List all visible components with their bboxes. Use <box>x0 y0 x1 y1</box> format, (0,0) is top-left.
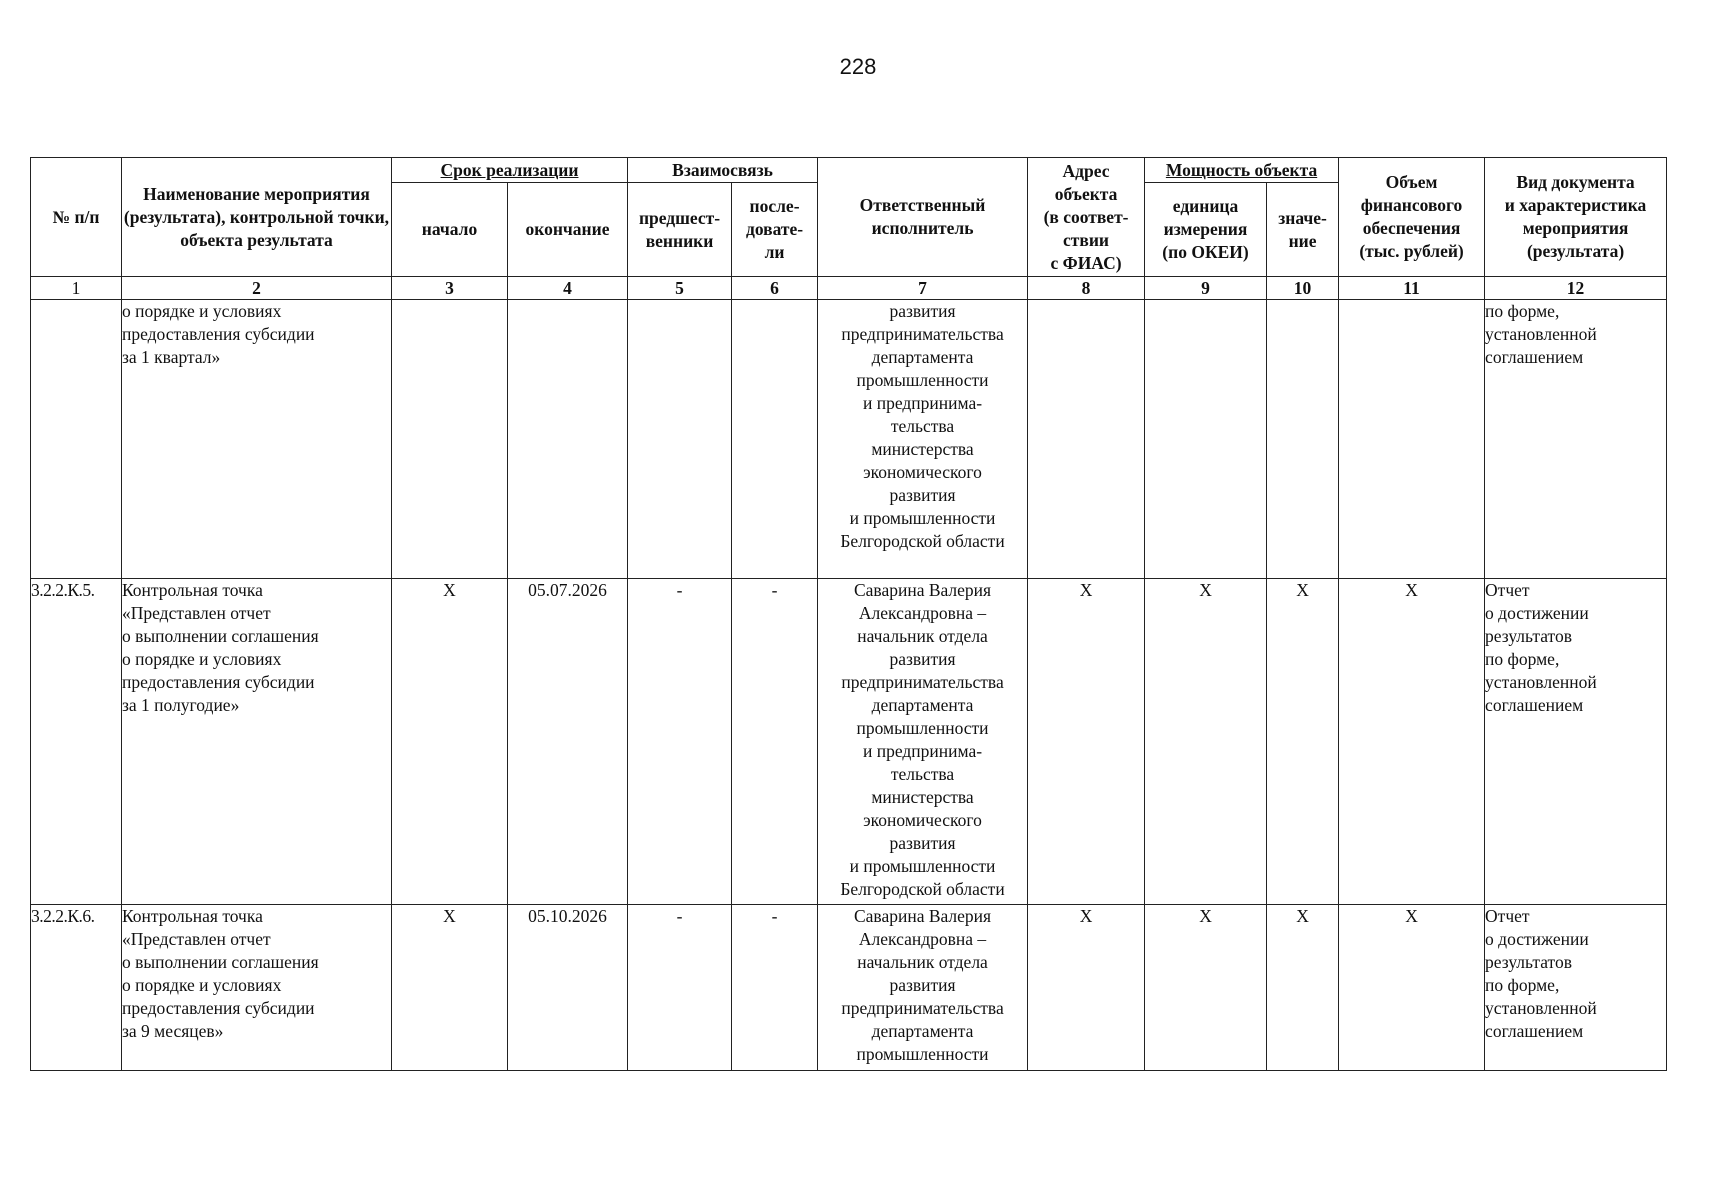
text-line: департамента <box>871 695 974 715</box>
text-line: о достижении <box>1485 929 1589 949</box>
row-end-cell <box>508 300 628 579</box>
text-line: установленной <box>1485 324 1597 344</box>
row-address-cell <box>1028 300 1145 579</box>
column-number: 8 <box>1028 277 1145 300</box>
row-unit-cell: X <box>1145 579 1267 905</box>
row-end-cell: 05.10.2026 <box>508 905 628 1071</box>
text-line: начальник отдела <box>857 952 988 972</box>
column-number: 3 <box>392 277 508 300</box>
column-number: 2 <box>122 277 392 300</box>
text-line: министерства <box>871 787 974 807</box>
text-line: развития <box>889 649 956 669</box>
text-line: по форме, <box>1485 975 1560 995</box>
text-line: Белгородской области <box>840 879 1005 899</box>
row-successors-cell: - <box>732 905 818 1071</box>
text-line: измерения <box>1163 219 1248 239</box>
text-line: Отчет <box>1485 906 1530 926</box>
text-line: департамента <box>871 347 974 367</box>
text-line: Саварина Валерия <box>853 580 992 600</box>
text-line: Александровна – <box>858 929 987 949</box>
row-successors-cell <box>732 300 818 579</box>
text-line: о выполнении соглашения <box>122 626 319 646</box>
table-header <box>31 158 1667 300</box>
header-col-start: начало <box>392 183 508 277</box>
row-name-cell <box>122 905 392 1071</box>
text-line: Контрольная точка <box>122 580 263 600</box>
text-line: Ответственный <box>859 195 986 215</box>
table-row <box>31 905 1667 1071</box>
header-col-unit <box>1145 183 1267 277</box>
text-line: начальник отдела <box>857 626 988 646</box>
text-line: значе- <box>1278 207 1327 228</box>
text-line: и промышленности <box>849 508 996 528</box>
text-line: развития <box>889 301 956 321</box>
text-line: тельства <box>890 416 955 436</box>
text-line: ли <box>764 242 785 262</box>
text-line: и предпринима- <box>863 393 983 413</box>
text-line: по форме, <box>1485 301 1560 321</box>
row-responsible-cell <box>818 579 1028 905</box>
header-group-term: Срок реализации <box>392 158 628 183</box>
text-line: мероприятия <box>1522 218 1629 238</box>
row-predecessors-cell: - <box>628 905 732 1071</box>
column-numbers-row <box>31 277 1667 300</box>
header-col-name: Наименование мероприятия (результата), контрольной точки, объекта результата <box>122 158 392 277</box>
text-line: «Представлен отчет <box>122 929 271 949</box>
text-line: экономического <box>863 810 982 830</box>
text-line: тельства <box>890 764 955 784</box>
row-document-cell <box>1485 905 1667 1071</box>
row-number-cell: 3.2.2.К.6. <box>31 905 122 1071</box>
text-line: о порядке и условиях <box>122 301 282 321</box>
page-number: 228 <box>839 54 877 79</box>
row-successors-cell: - <box>732 579 818 905</box>
text-line: за 1 полугодие» <box>122 695 240 715</box>
column-number: 5 <box>628 277 732 300</box>
row-unit-cell: X <box>1145 905 1267 1071</box>
table-body <box>31 300 1667 1071</box>
text-line: предпринимательства <box>841 324 1004 344</box>
text-line: экономического <box>863 462 982 482</box>
header-col-predecessors <box>628 183 732 277</box>
text-line: ствии <box>1063 229 1110 250</box>
row-document-cell <box>1485 300 1667 579</box>
row-end-cell: 05.07.2026 <box>508 579 628 905</box>
text-line: развития <box>889 975 956 995</box>
text-line: ние <box>1288 230 1317 251</box>
text-line: установленной <box>1485 672 1597 692</box>
text-line: о порядке и условиях <box>122 649 282 669</box>
text-line: (в соответ- <box>1043 206 1129 227</box>
text-line: промышленности <box>856 370 989 390</box>
header-group-capacity: Мощность объекта <box>1145 158 1339 183</box>
text-line: после- <box>749 196 800 216</box>
text-line: о выполнении соглашения <box>122 952 319 972</box>
column-number: 12 <box>1485 277 1667 300</box>
text-line: (тыс. рублей) <box>1359 241 1464 261</box>
row-address-cell: X <box>1028 905 1145 1071</box>
text-line: о порядке и условиях <box>122 975 282 995</box>
text-line: предоставления субсидии <box>122 998 315 1018</box>
text-line: с ФИАС) <box>1050 252 1122 273</box>
header-col-number: № п/п <box>31 158 122 277</box>
text-line: объекта <box>1054 183 1118 204</box>
text-line: соглашением <box>1485 695 1584 715</box>
text-line: установленной <box>1485 998 1597 1018</box>
text-line: венники <box>645 230 714 251</box>
text-line: Саварина Валерия <box>853 906 992 926</box>
text-line: за 9 месяцев» <box>122 1021 224 1041</box>
table-row <box>31 300 1667 579</box>
row-number-cell <box>31 300 122 579</box>
text-line: (результата) <box>1526 241 1625 261</box>
row-name-cell <box>122 300 392 579</box>
text-line: Контрольная точка <box>122 906 263 926</box>
text-line: промышленности <box>856 718 989 738</box>
header-group-relation: Взаимосвязь <box>628 158 818 183</box>
row-finance-cell <box>1339 300 1485 579</box>
row-start-cell: X <box>392 579 508 905</box>
header-col-successors <box>732 183 818 277</box>
text-line: о достижении <box>1485 603 1589 623</box>
column-number: 11 <box>1339 277 1485 300</box>
header-col-finance <box>1339 158 1485 277</box>
text-line: развития <box>889 833 956 853</box>
text-line: результатов <box>1485 626 1572 646</box>
text-line: предпринимательства <box>841 672 1004 692</box>
text-line: предпринимательства <box>841 998 1004 1018</box>
text-line: за 1 квартал» <box>122 347 221 367</box>
text-line: финансового <box>1360 195 1463 215</box>
text-line: Отчет <box>1485 580 1530 600</box>
text-line: министерства <box>871 439 974 459</box>
text-line: и промышленности <box>849 856 996 876</box>
row-number-cell: 3.2.2.К.5. <box>31 579 122 905</box>
text-line: департамента <box>871 1021 974 1041</box>
row-start-cell <box>392 300 508 579</box>
row-document-cell <box>1485 579 1667 905</box>
table-row <box>31 579 1667 905</box>
column-number: 4 <box>508 277 628 300</box>
text-line: соглашением <box>1485 347 1584 367</box>
text-line: (по ОКЕИ) <box>1162 242 1249 262</box>
column-number: 9 <box>1145 277 1267 300</box>
row-value-cell: X <box>1267 579 1339 905</box>
header-col-value <box>1267 183 1339 277</box>
text-line: предшест- <box>638 207 721 228</box>
text-line: обеспечения <box>1362 218 1461 238</box>
text-line: и предпринима- <box>863 741 983 761</box>
text-line: по форме, <box>1485 649 1560 669</box>
row-unit-cell <box>1145 300 1267 579</box>
text-line: предоставления субсидии <box>122 324 315 344</box>
column-number: 7 <box>818 277 1028 300</box>
row-value-cell <box>1267 300 1339 579</box>
header-col-end: окончание <box>508 183 628 277</box>
row-predecessors-cell <box>628 300 732 579</box>
row-value-cell: X <box>1267 905 1339 1071</box>
text-line: развития <box>889 485 956 505</box>
text-line: Адрес <box>1062 160 1110 181</box>
row-responsible-cell <box>818 300 1028 579</box>
row-address-cell: X <box>1028 579 1145 905</box>
plan-table <box>30 157 1667 1071</box>
text-line: Вид документа <box>1516 172 1635 192</box>
row-start-cell: X <box>392 905 508 1071</box>
header-col-address <box>1028 158 1145 277</box>
header-col-document <box>1485 158 1667 277</box>
text-line: Объем <box>1385 172 1438 192</box>
text-line: результатов <box>1485 952 1572 972</box>
column-number: 1 <box>31 277 122 300</box>
text-line: исполнитель <box>871 218 974 238</box>
text-line: соглашением <box>1485 1021 1584 1041</box>
row-finance-cell: X <box>1339 905 1485 1071</box>
text-line: единица <box>1172 196 1239 216</box>
row-finance-cell: X <box>1339 579 1485 905</box>
header-col-responsible <box>818 158 1028 277</box>
text-line: промышленности <box>856 1044 989 1064</box>
text-line: и характеристика <box>1504 195 1647 215</box>
text-line: «Представлен отчет <box>122 603 271 623</box>
text-line: Белгородской области <box>840 531 1005 551</box>
row-name-cell <box>122 579 392 905</box>
text-line: Александровна – <box>858 603 987 623</box>
text-line: довате- <box>745 219 804 239</box>
row-predecessors-cell: - <box>628 579 732 905</box>
row-responsible-cell <box>818 905 1028 1071</box>
column-number: 10 <box>1267 277 1339 300</box>
text-line: предоставления субсидии <box>122 672 315 692</box>
column-number: 6 <box>732 277 818 300</box>
